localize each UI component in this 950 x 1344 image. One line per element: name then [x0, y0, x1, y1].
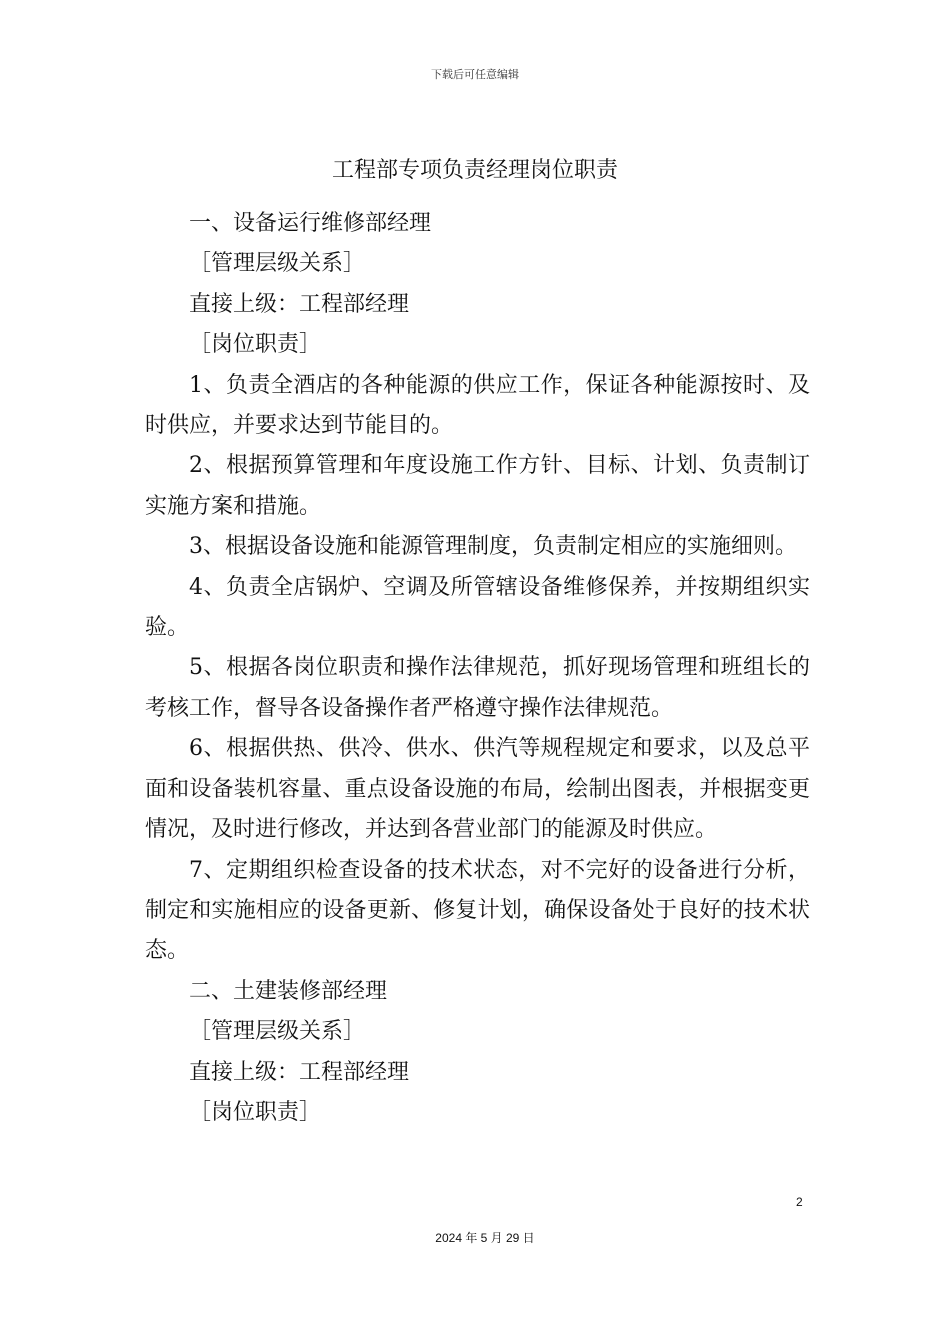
list-item: 7、定期组织检查设备的技术状态，对不完好的设备进行分析，制定和实施相应的设备更新、修复计划，确保设备处于良好的技术状态。	[145, 857, 810, 964]
list-item: 2、根据预算管理和年度设施工作方针、目标、计划、负责制订实施方案和措施。	[145, 453, 810, 519]
page-footer-date: 2024 年 5 月 29 日	[435, 1231, 535, 1245]
document-body	[145, 204, 810, 1133]
paragraph: 直接上级：工程部经理	[189, 291, 410, 317]
subheading: ［岗位职责］	[189, 332, 322, 358]
subheading: ［岗位职责］	[189, 1099, 322, 1125]
list-item: 4、负责全店锅炉、空调及所管辖设备维修保养，并按期组织实验。	[145, 574, 810, 641]
list-item: 3、根据设备设施和能源管理制度，负责制定相应的实施细则。	[189, 534, 797, 560]
list-item: 6、根据供热、供冷、供水、供汽等规程规定和要求，以及总平面和设备装机容量、重点设备设施的布局，绘制出图表，并根据变更情况，及时进行修改，并达到各营业部门的能源及时供应。	[145, 736, 810, 843]
section-heading: 二、土建装修部经理	[189, 978, 388, 1004]
list-item: 1、负责全酒店的各种能源的供应工作，保证各种能源按时、及时供应，并要求达到节能目的。	[145, 372, 810, 439]
list-item: 5、根据各岗位职责和操作法律规范，抓好现场管理和班组长的考核工作，督导各设备操作者严格遵守操作法律规范。	[145, 655, 810, 721]
subheading: ［管理层级关系］	[189, 251, 366, 277]
paragraph: 直接上级：工程部经理	[189, 1059, 410, 1085]
page-number: 2	[796, 1195, 803, 1209]
subheading: ［管理层级关系］	[189, 1019, 366, 1045]
page-header: 下载后可任意编辑	[431, 68, 519, 81]
section-heading: 一、设备运行维修部经理	[189, 211, 432, 236]
document-title: 工程部专项负责经理岗位职责	[331, 158, 618, 183]
